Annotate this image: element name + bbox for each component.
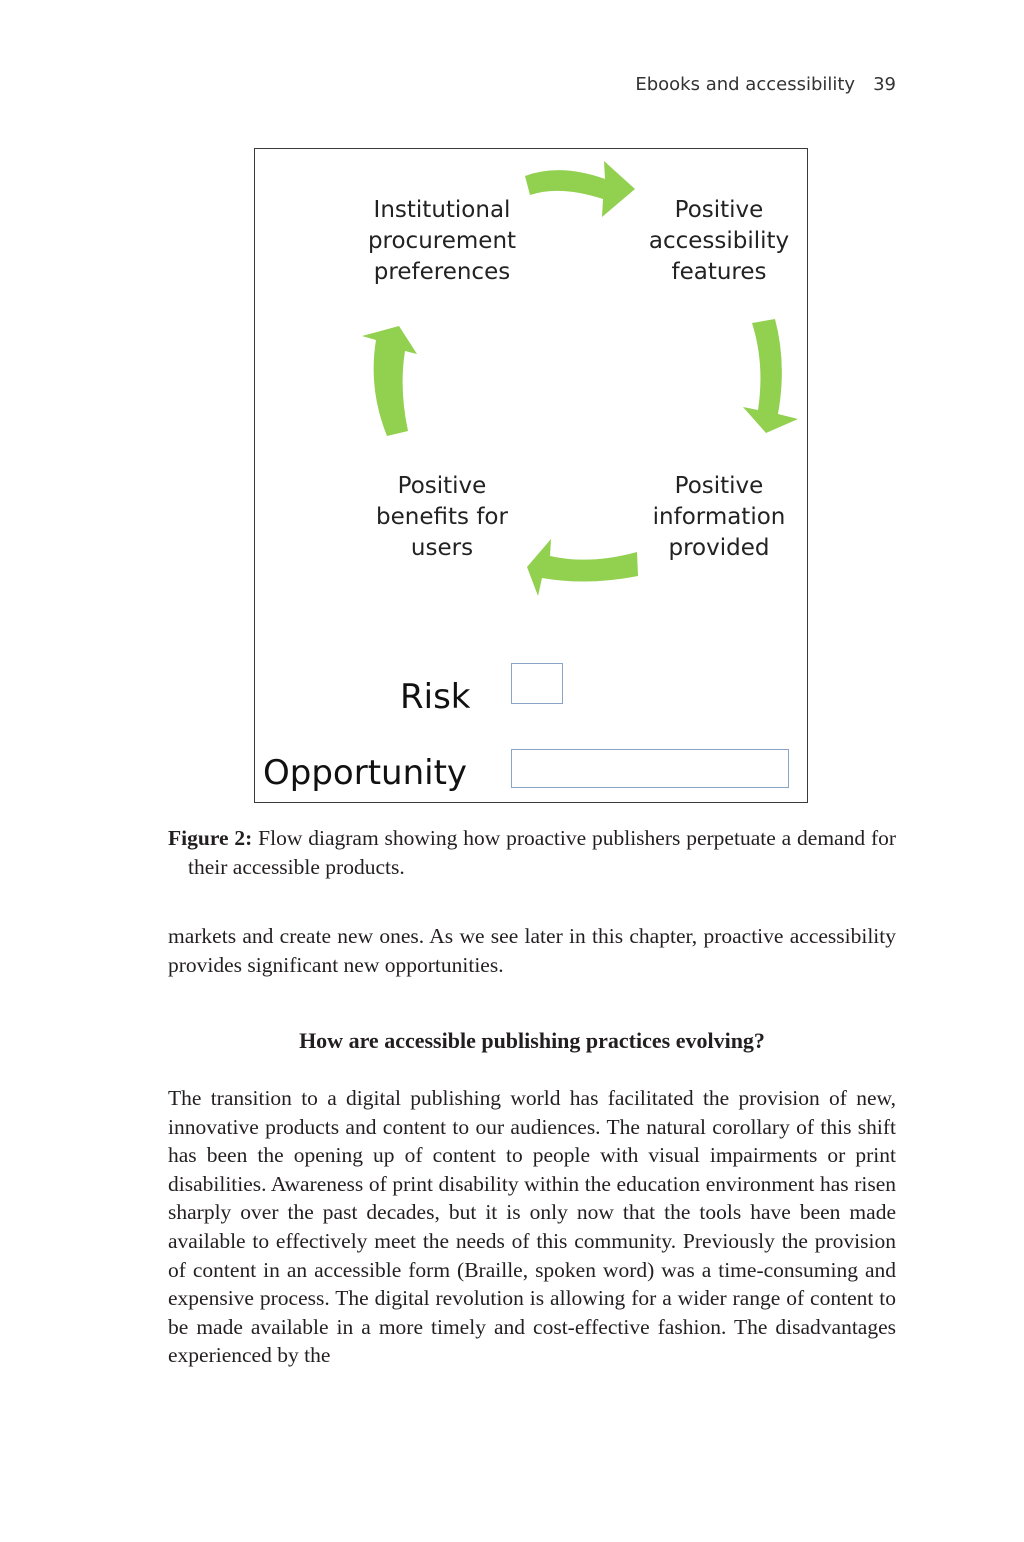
node-positive-benefits-users: Positive benefits for users [376,473,508,561]
paragraph-1: markets and create new ones. As we see later in this chapter, proactive accessibility provides significant new opportunities. [168,924,896,977]
node-institutional-procurement: Institutional procurement preferences [367,197,517,285]
figure-caption [168,824,896,882]
legend-opportunity-swatch [511,749,789,788]
arrow-left [362,326,417,436]
arrow-right [743,319,798,433]
page-number: 39 [873,74,896,95]
caption-label: Figure 2: [168,826,253,850]
section-heading: How are accessible publishing practices evolving? [299,1028,765,1053]
legend-opportunity-label: Opportunity [263,753,468,793]
paragraph-2: The transition to a digital publishing world has facilitated the provision of new, innovative products and content to our audiences. The natural corollary of this shift has been the opening up of content to people with visual impairments or print disabilities. Awareness of print disability within the education environment has risen sharply over the past decades, but it is only now that the tools have been made available to effectively meet the needs of this community. Previously the provision of content in an accessible form (Braille, spoken word) was a time-consuming and expensive process. The digital revolution is allowing for a wider range of content to be made available in a more timely and cost-effective fashion. The disadvantages experienced by the [168,1086,896,1368]
arrow-top [525,161,635,217]
caption-text: Flow diagram showing how proactive publishers perpetuate a demand for their accessible products. [188,826,897,879]
running-head [635,74,896,95]
arrow-bottom [527,539,638,596]
running-title: Ebooks and accessibility [635,74,856,95]
legend-risk-swatch [511,663,563,704]
flow-diagram [254,148,808,803]
node-positive-accessibility-features: Positive accessibility features [648,197,790,285]
node-positive-information-provided: Positive information provided [652,473,786,561]
legend-risk-label: Risk [400,677,471,717]
